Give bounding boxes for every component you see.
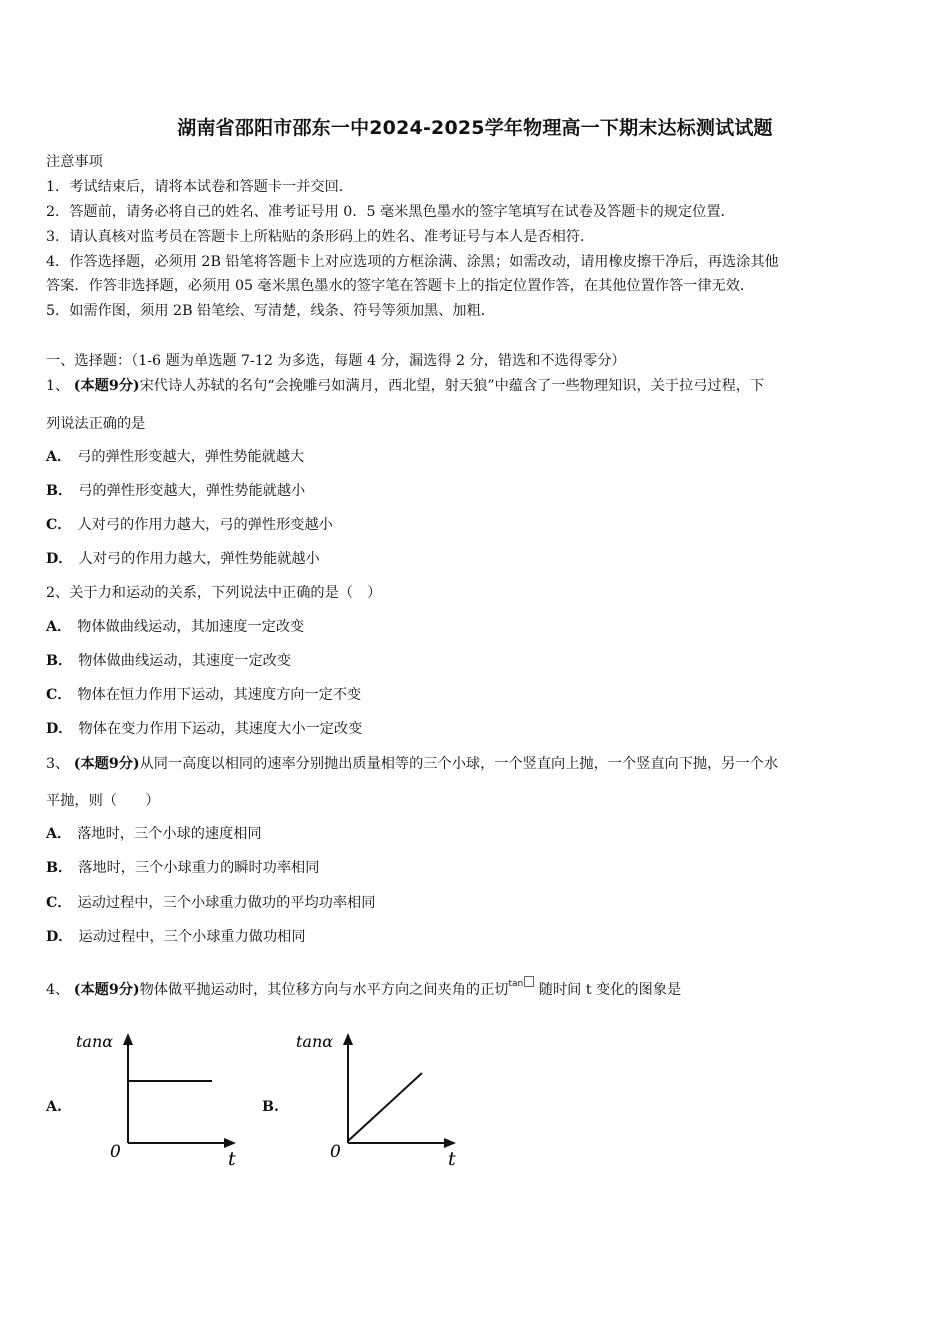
- graph-b-label: B.: [262, 1099, 279, 1115]
- q3-option-b: [46, 858, 319, 878]
- question-1-text: 宋代诗人苏轼的名句“会挽雕弓如满月，西北望，射天狼”中蕴含了一些物理知识，关于拉弓过程，下: [139, 378, 765, 394]
- question-4-line: [46, 974, 681, 1000]
- question-3-number: 3、: [46, 756, 70, 772]
- graph-a-x-arrow: [224, 1138, 236, 1148]
- q1-option-b: [46, 481, 305, 501]
- option-text: 人对弓的作用力越大，弹性势能就越小: [78, 551, 320, 567]
- notice-item-1: 1．考试结束后，请将本试卷和答题卡一并交回．: [46, 179, 353, 195]
- graph-a-ylabel: tanα: [76, 1032, 114, 1051]
- question-4-number: 4、: [46, 982, 70, 998]
- page-title: 湖南省邵阳市邵东一中2024-2025学年物理高一下期末达标测试试题: [177, 117, 773, 139]
- option-text: 物体做曲线运动，其速度一定改变: [78, 653, 292, 669]
- question-3-line-2: 平抛，则（ ）: [46, 793, 160, 809]
- q2-option-a: [46, 617, 304, 637]
- q2-option-d: [46, 719, 362, 739]
- graph-b-origin: 0: [330, 1142, 341, 1162]
- graph-a-xlabel: t: [228, 1148, 236, 1170]
- option-key: C．: [46, 687, 72, 703]
- question-3-tag: (本题9分): [73, 756, 140, 772]
- question-3-line-1: [46, 754, 778, 774]
- question-3-text: 从同一高度以相同的速率分别抛出质量相等的三个小球，一个竖直向上抛，一个竖直向下抛，另一个水: [139, 756, 779, 772]
- q3-option-c: [46, 893, 375, 913]
- graph-b-y-arrow: [343, 1033, 353, 1045]
- graph-a: [70, 1025, 250, 1175]
- graph-b-curve-linear: [348, 1073, 422, 1141]
- option-key: B．: [46, 653, 73, 669]
- option-key: B．: [46, 860, 73, 876]
- option-text: 物体做曲线运动，其加速度一定改变: [77, 619, 305, 635]
- notice-item-4: 4．作答选择题，必须用 2B 铅笔将答题卡上对应选项的方框涂满、涂黑；如需改动，请用橡皮擦干净后，再选涂其他: [46, 254, 779, 270]
- question-1-line-1: [46, 376, 764, 396]
- q3-option-a: [46, 824, 262, 844]
- option-text: 落地时，三个小球重力的瞬时功率相同: [78, 860, 320, 876]
- option-text: 人对弓的作用力越大，弓的弹性形变越小: [77, 517, 333, 533]
- tan-symbol: tan: [508, 979, 524, 989]
- q1-option-a: [46, 447, 304, 467]
- notice-heading: 注意事项: [46, 154, 103, 170]
- notice-item-3: 3．请认真核对监考员在答题卡上所粘贴的条形码上的姓名、准考证号与本人是否相符．: [46, 229, 595, 245]
- q2-option-b: [46, 651, 291, 671]
- notice-item-4-cont: 答案．作答非选择题，必须用 05 毫米黑色墨水的签字笔在答题卡上的指定位置作答，在其他位置作答一律无效．: [46, 278, 755, 294]
- q2-option-c: [46, 685, 361, 705]
- option-key: C．: [46, 895, 72, 911]
- q3-option-d: [46, 927, 306, 947]
- option-text: 运动过程中，三个小球重力做功相同: [78, 929, 306, 945]
- question-1-line-2: 列说法正确的是: [46, 416, 146, 432]
- option-key: D．: [46, 929, 73, 945]
- graph-b: [290, 1025, 470, 1175]
- option-key: A．: [46, 619, 72, 635]
- question-4-text-before: 物体做平抛运动时，其位移方向与水平方向之间夹角的正切: [139, 982, 509, 998]
- question-1-number: 1、: [46, 378, 70, 394]
- option-key: A．: [46, 449, 72, 465]
- option-key: D．: [46, 551, 73, 567]
- graph-a-origin: 0: [110, 1142, 121, 1162]
- option-text: 弓的弹性形变越大，弹性势能就越大: [77, 449, 305, 465]
- graph-a-y-arrow: [123, 1033, 133, 1045]
- question-1-tag: (本题9分): [73, 378, 140, 394]
- option-key: D．: [46, 721, 73, 737]
- q1-option-d: [46, 549, 320, 569]
- option-text: 物体在恒力作用下运动，其速度方向一定不变: [77, 687, 362, 703]
- graph-b-ylabel: tanα: [296, 1032, 334, 1051]
- question-2-text: 2、关于力和运动的关系，下列说法中正确的是（ ）: [46, 585, 382, 601]
- notice-item-5: 5．如需作图，须用 2B 铅笔绘、写清楚，线条、符号等须加黑、加粗．: [46, 303, 495, 319]
- option-key: C．: [46, 517, 72, 533]
- option-text: 落地时，三个小球的速度相同: [77, 826, 262, 842]
- missing-glyph-box: [524, 976, 534, 987]
- graph-b-xlabel: t: [448, 1148, 456, 1170]
- notice-item-2: 2．答题前，请务必将自己的姓名、准考证号用 0．5 毫米黑色墨水的签字笔填写在试卷及答题卡的规定位置．: [46, 204, 735, 220]
- graph-b-x-arrow: [444, 1138, 456, 1148]
- option-text: 弓的弹性形变越大，弹性势能就越小: [78, 483, 306, 499]
- question-4-text-after: 随时间 t 变化的图象是: [538, 982, 682, 998]
- q1-option-c: [46, 515, 333, 535]
- question-4-tag: (本题9分): [73, 982, 140, 998]
- option-text: 物体在变力作用下运动，其速度大小一定改变: [78, 721, 363, 737]
- option-text: 运动过程中，三个小球重力做功的平均功率相同: [77, 895, 376, 911]
- option-key: A．: [46, 826, 72, 842]
- section-heading: 一、选择题：（1-6 题为单选题 7-12 为多选，每题 4 分，漏选得 2 分，错选和不选得零分）: [46, 353, 626, 369]
- option-key: B．: [46, 483, 73, 499]
- graph-a-label: A.: [46, 1099, 62, 1115]
